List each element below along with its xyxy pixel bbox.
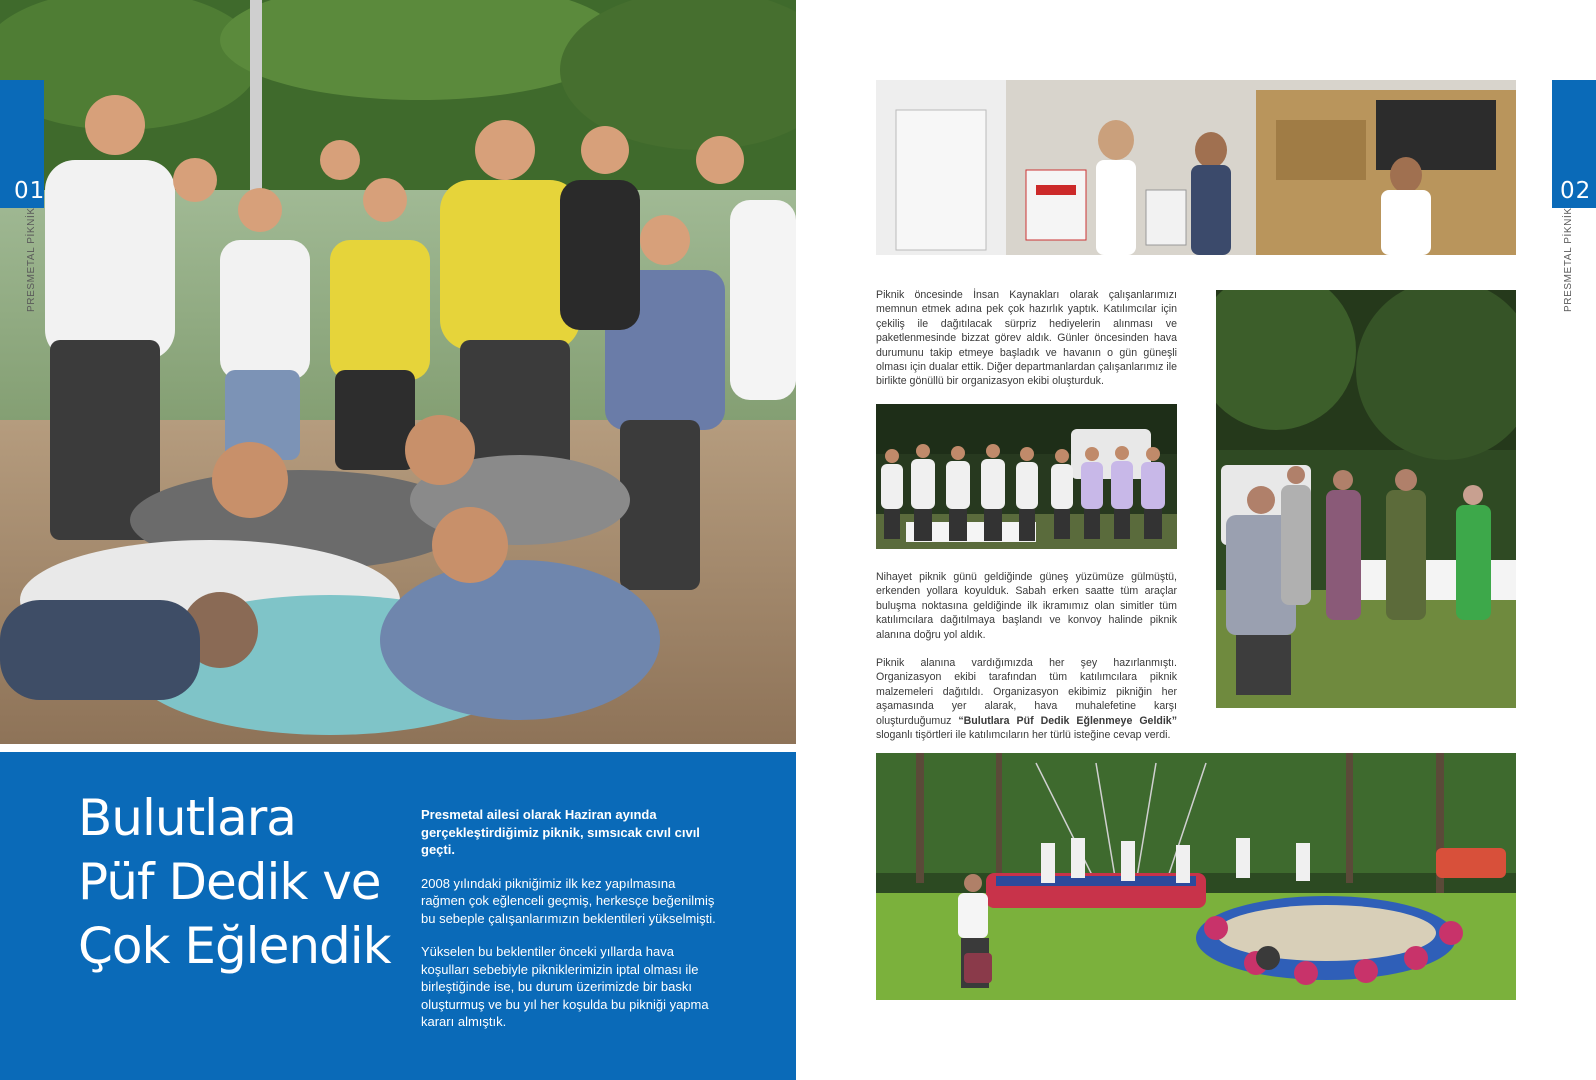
headline-line-1: Bulutlara	[78, 789, 296, 847]
slogan-text: “Bulutlara Püf Dedik Eğlenmeye Geldik”	[958, 714, 1177, 727]
page-number-left: 01	[14, 178, 46, 204]
headline-line-2: Püf Dedik ve	[78, 853, 381, 911]
paragraph-site: Piknik alanına vardığımızda her şey hazırlanmıştı. Organizasyon ekibi tarafından tüm katılımcılara piknik malzemeleri dağıtıldı. Organizasyon ekibimiz pikniğin her aşamasında yer alarak, hava muhalefetine karşı oluşturduğumuz “Bulutlara Püf Dedik Eğlenmeye Geldik” sloganlı tişörtleri ile katılımcıların her türlü isteğine cevap verdi.	[876, 657, 1177, 742]
picnic-food-photo	[1216, 290, 1516, 708]
page-headline	[78, 786, 398, 978]
group-photo	[0, 0, 796, 744]
body-paragraph-2	[876, 570, 1177, 756]
page-number-right: 02	[1560, 178, 1592, 204]
gift-preparation-photo	[876, 80, 1516, 255]
section-label-left: PRESMETAL PİKNİK	[26, 207, 37, 312]
intro-paragraph: Yükselen bu beklentiler önceki yıllarda hava koşulları sebebiyle pikniklerimizin iptal olması ile birleştiğinde ise, bu durum üzerimizde bir baskı oluşturmuş ve bu yıl her koşulda bu pikniği yapma kararı almıştık.	[421, 944, 709, 1029]
paragraph-preparation: Piknik öncesinde İnsan Kaynakları olarak çalışanlarımızı memnun etmek adına pek çok hazırlık yaptık. Katılımcılar için çekiliş ile dağıtılacak sürpriz hediyelerin alınması ve paketlenmesinde bizzat görev aldık. Günler öncesinden hava durumunu takip etmeye başladık ve havanın o gün güneşli olması için dualar ettik. Diğer departmanlardan çalışanlarımız ile birlikte gönüllü bir organizasyon ekibi oluşturduk.	[876, 289, 1177, 388]
intro-text	[421, 806, 721, 1047]
inflatable-park-photo	[876, 753, 1516, 1000]
body-paragraph-1	[876, 288, 1177, 403]
headline-line-3: Çok Eğlendik	[78, 917, 391, 975]
section-label-right: PRESMETAL PİKNİK	[1563, 207, 1574, 312]
paragraph-arrival: Nihayet piknik günü geldiğinde güneş yüzümüze gülmüştü, erkenden yollara koyulduk. Sabah erken saatte tüm araçlar buluşma noktasına geldiğinde ilk ikramımız olan simitler tüm katılımcılara dağıtılmaya başlandı ve konvoy halinde piknik alanına doğru yol aldık.	[876, 571, 1177, 641]
organization-team-photo	[876, 404, 1177, 549]
intro-paragraph: 2008 yılındaki pikniğimiz ilk kez yapılmasına rağmen çok eğlenceli geçmiş, herkesçe beğenilmiş bu sebeple çalışanlarımızın beklentileri yükselmişti.	[421, 875, 716, 926]
intro-lead: Presmetal ailesi olarak Haziran ayında gerçekleştirdiğimiz piknik, sımsıcak cıvıl cıvıl geçti.	[421, 807, 700, 857]
